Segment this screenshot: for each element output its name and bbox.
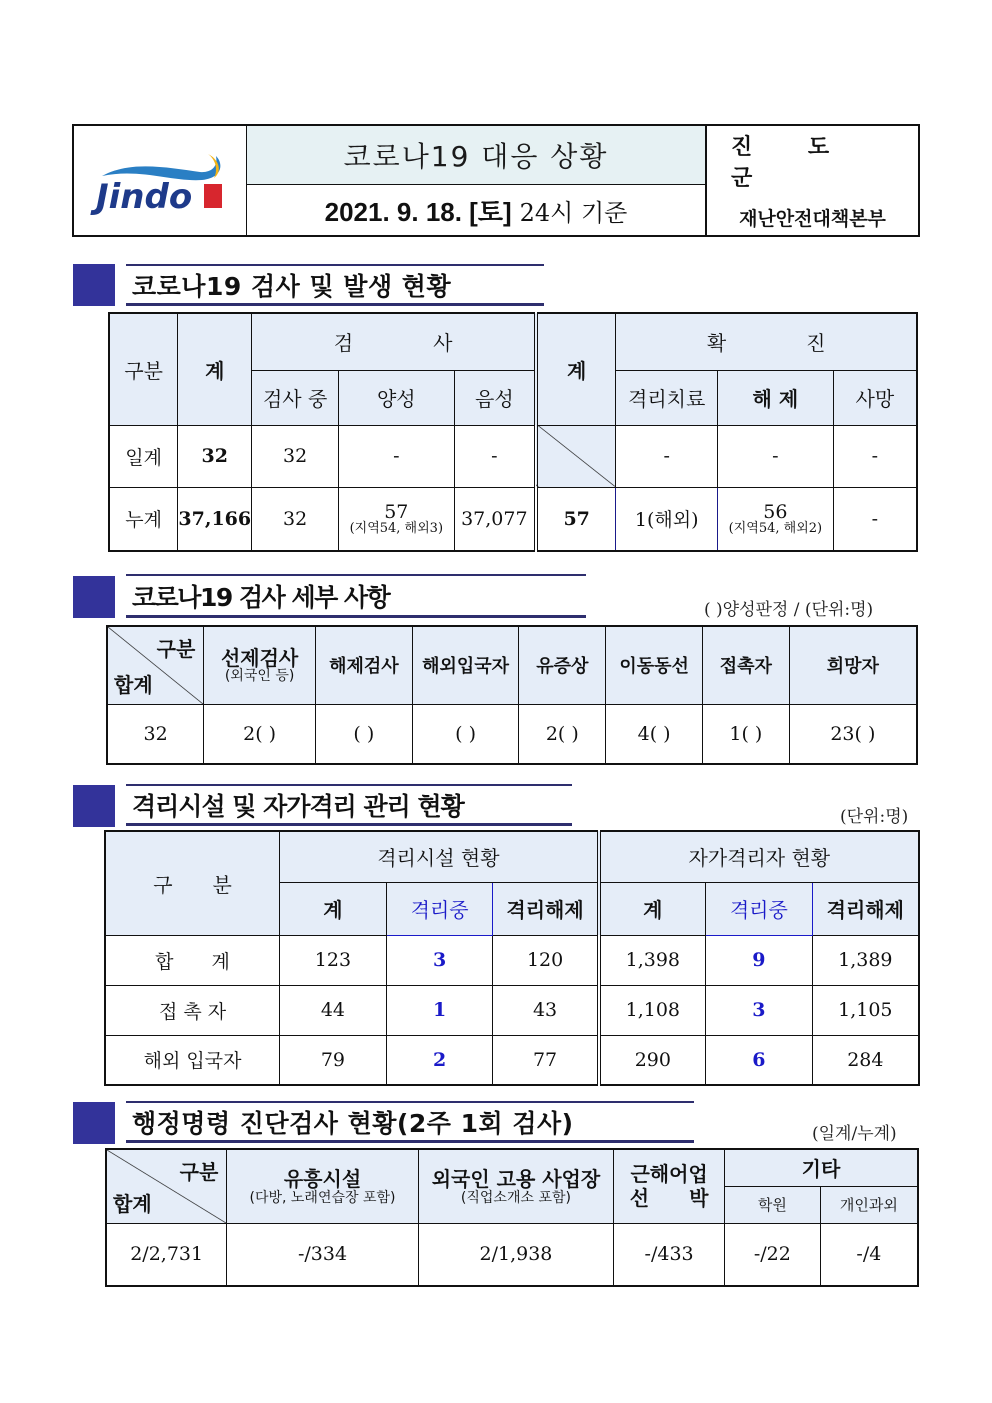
header-other: 기타 [724, 1149, 918, 1186]
cell-death: - [833, 487, 917, 551]
section3-note: (단위:명) [840, 807, 909, 827]
table-row [109, 425, 917, 487]
diag-bottom-label: 합계 [113, 1191, 152, 1216]
header-self-total: 계 [599, 882, 706, 935]
cell-self-isolating: 3 [705, 985, 812, 1035]
diag-top-label: 구분 [179, 1160, 219, 1184]
header-testing: 검사 중 [252, 370, 339, 425]
jindo-logo-icon [90, 146, 230, 216]
cell-self-isolating: 9 [705, 935, 812, 985]
header-overseas: 해외입국자 [412, 626, 519, 704]
cell-confirmed-total: 57 [536, 487, 616, 551]
header-negative: 음성 [454, 370, 536, 425]
cell-total: 32 [107, 704, 204, 764]
cell-facility-total: 44 [280, 985, 387, 1035]
header-confirmed-total: 계 [536, 313, 616, 425]
cell-facility-released: 120 [493, 935, 599, 985]
header-total: 계 [178, 313, 252, 425]
row-label: 누계 [109, 487, 178, 551]
cell-self-released: 284 [812, 1035, 919, 1085]
table-row [109, 487, 917, 551]
table-row [105, 1035, 919, 1085]
section-marker [73, 576, 115, 618]
cell-tutoring: -/4 [820, 1223, 918, 1286]
header-released: 해 제 [718, 370, 834, 425]
header-positive: 양성 [339, 370, 455, 425]
cell-isolation: 1(해외) [616, 487, 718, 551]
report-title: 코로나19 대응 상황 [247, 126, 705, 185]
header-self-isolation: 자가격리자 현황 [599, 831, 919, 882]
cell-negative: - [454, 425, 536, 487]
released-breakdown: (지역54, 해외2) [728, 520, 823, 536]
positive-value: 57 [384, 500, 409, 523]
header-self-released: 격리해제 [812, 882, 919, 935]
cell-facility-total: 123 [280, 935, 387, 985]
header-tutoring: 개인과외 [820, 1186, 918, 1223]
cell-facility-isolating: 3 [386, 935, 493, 985]
cell-facility-released: 43 [493, 985, 599, 1035]
header-label: 유흥시설 [283, 1167, 362, 1192]
row-label: 접 촉 자 [105, 985, 280, 1035]
cell-testing: 32 [252, 487, 339, 551]
diagonal-header [106, 1149, 227, 1223]
header-contact: 접촉자 [702, 626, 789, 704]
header-label: 선 박 [629, 1186, 709, 1211]
row-label: 합 계 [105, 935, 280, 985]
cell-release-test: ( ) [315, 704, 412, 764]
header-preemptive [204, 626, 316, 704]
section4-title: 행정명령 진단검사 현황(2주 1회 검사) [126, 1101, 694, 1143]
test-status-table [108, 312, 918, 552]
cell-self-total: 1,108 [599, 985, 706, 1035]
cell-facility-isolating: 2 [386, 1035, 493, 1085]
cell-positive: - [339, 425, 455, 487]
row-label: 일계 [109, 425, 178, 487]
row-label: 해외 입국자 [105, 1035, 280, 1085]
test-detail-table [106, 625, 918, 765]
section-marker [73, 1102, 115, 1144]
table-row [105, 985, 919, 1035]
table-row [105, 935, 919, 985]
section3-title: 격리시설 및 자가격리 관리 현황 [126, 784, 572, 826]
date-main: 2021. 9. 18. [토] [324, 196, 512, 227]
header-sublabel: (외국인 등) [224, 668, 295, 685]
diag-bottom-label: 합계 [114, 672, 153, 697]
positive-breakdown: (지역54, 해외3) [349, 520, 444, 536]
cell-preemptive: 2( ) [204, 704, 316, 764]
cell-testing: 32 [252, 425, 339, 487]
cell-released [718, 487, 834, 551]
cell-self-released: 1,105 [812, 985, 919, 1035]
svg-text:Jindo: Jindo [96, 176, 193, 216]
cell-movement: 4( ) [606, 704, 703, 764]
header-self-isolating: 격리중 [705, 882, 812, 935]
jindo-logo [74, 126, 247, 235]
cell-foreign-workplace: 2/1,938 [418, 1223, 614, 1286]
cell-symptomatic: 2( ) [519, 704, 606, 764]
header-sublabel: (직업소개소 포함) [460, 1190, 571, 1207]
cell-negative: 37,077 [454, 487, 536, 551]
cell-isolation: - [616, 425, 718, 487]
header-foreign-workplace [418, 1149, 614, 1223]
org-name: 진 도 군 [731, 135, 854, 191]
cell-fishing-vessel: -/433 [614, 1223, 725, 1286]
header-label: 근해어업 [630, 1162, 708, 1187]
section-marker [73, 264, 115, 306]
cell-self-total: 1,398 [599, 935, 706, 985]
isolation-table [104, 830, 920, 1086]
header-gubun: 구분 [109, 313, 178, 425]
header-isolation: 격리치료 [616, 370, 718, 425]
header-release-test: 해제검사 [315, 626, 412, 704]
table-row [106, 1223, 918, 1286]
report-header [72, 124, 920, 237]
table-row [107, 704, 917, 764]
header-confirmed-group: 확 진 [616, 313, 917, 370]
cell-death: - [833, 425, 917, 487]
released-value: 56 [763, 500, 788, 523]
cell-self-total: 290 [599, 1035, 706, 1085]
header-symptomatic: 유증상 [519, 626, 606, 704]
section4-note: (일계/누계) [812, 1124, 897, 1144]
dept-name: 재난안전대책본부 [739, 208, 886, 230]
cell-contact: 1( ) [702, 704, 789, 764]
header-fishing-vessel [614, 1149, 725, 1223]
header-label: 선제검사 [220, 646, 299, 671]
cell-positive [339, 487, 455, 551]
report-date [247, 185, 705, 235]
cell-academy: -/22 [724, 1223, 820, 1286]
header-movement: 이동동선 [606, 626, 703, 704]
cell-facility-total: 79 [280, 1035, 387, 1085]
header-facility-isolating: 격리중 [386, 882, 493, 935]
cell-total: 32 [178, 425, 252, 487]
header-facility: 격리시설 현황 [280, 831, 599, 882]
header-sublabel: (다방, 노래연습장 포함) [249, 1190, 396, 1207]
header-test-group: 검 사 [252, 313, 536, 370]
header-label: 외국인 고용 사업장 [431, 1167, 601, 1192]
section-marker [73, 785, 115, 827]
cell-facility-released: 77 [493, 1035, 599, 1085]
cell-released: - [718, 425, 834, 487]
header-gubun: 구 분 [105, 831, 280, 935]
section1-title: 코로나19 검사 및 발생 현황 [126, 264, 544, 306]
cell-total: 37,166 [178, 487, 252, 551]
diagonal-header [107, 626, 204, 704]
cell-self-isolating: 6 [705, 1035, 812, 1085]
admin-order-table [105, 1148, 919, 1287]
header-death: 사망 [833, 370, 917, 425]
cell-voluntary: 23( ) [789, 704, 917, 764]
header-academy: 학원 [724, 1186, 820, 1223]
cell-facility-isolating: 1 [386, 985, 493, 1035]
header-facility-released: 격리해제 [493, 882, 599, 935]
cell-total: 2/2,731 [106, 1223, 227, 1286]
header-voluntary: 희망자 [789, 626, 917, 704]
section2-note: ( )양성판정 / (단위:명) [704, 600, 874, 620]
cell-overseas: ( ) [412, 704, 519, 764]
diag-top-label: 구분 [156, 637, 196, 661]
cell-empty-diagonal [536, 425, 616, 487]
date-time: 24시 기준 [519, 198, 628, 227]
cell-self-released: 1,389 [812, 935, 919, 985]
header-entertainment [227, 1149, 418, 1223]
section2-title: 코로나19 검사 세부 사항 [126, 574, 586, 618]
cell-entertainment: -/334 [227, 1223, 418, 1286]
header-facility-total: 계 [280, 882, 387, 935]
